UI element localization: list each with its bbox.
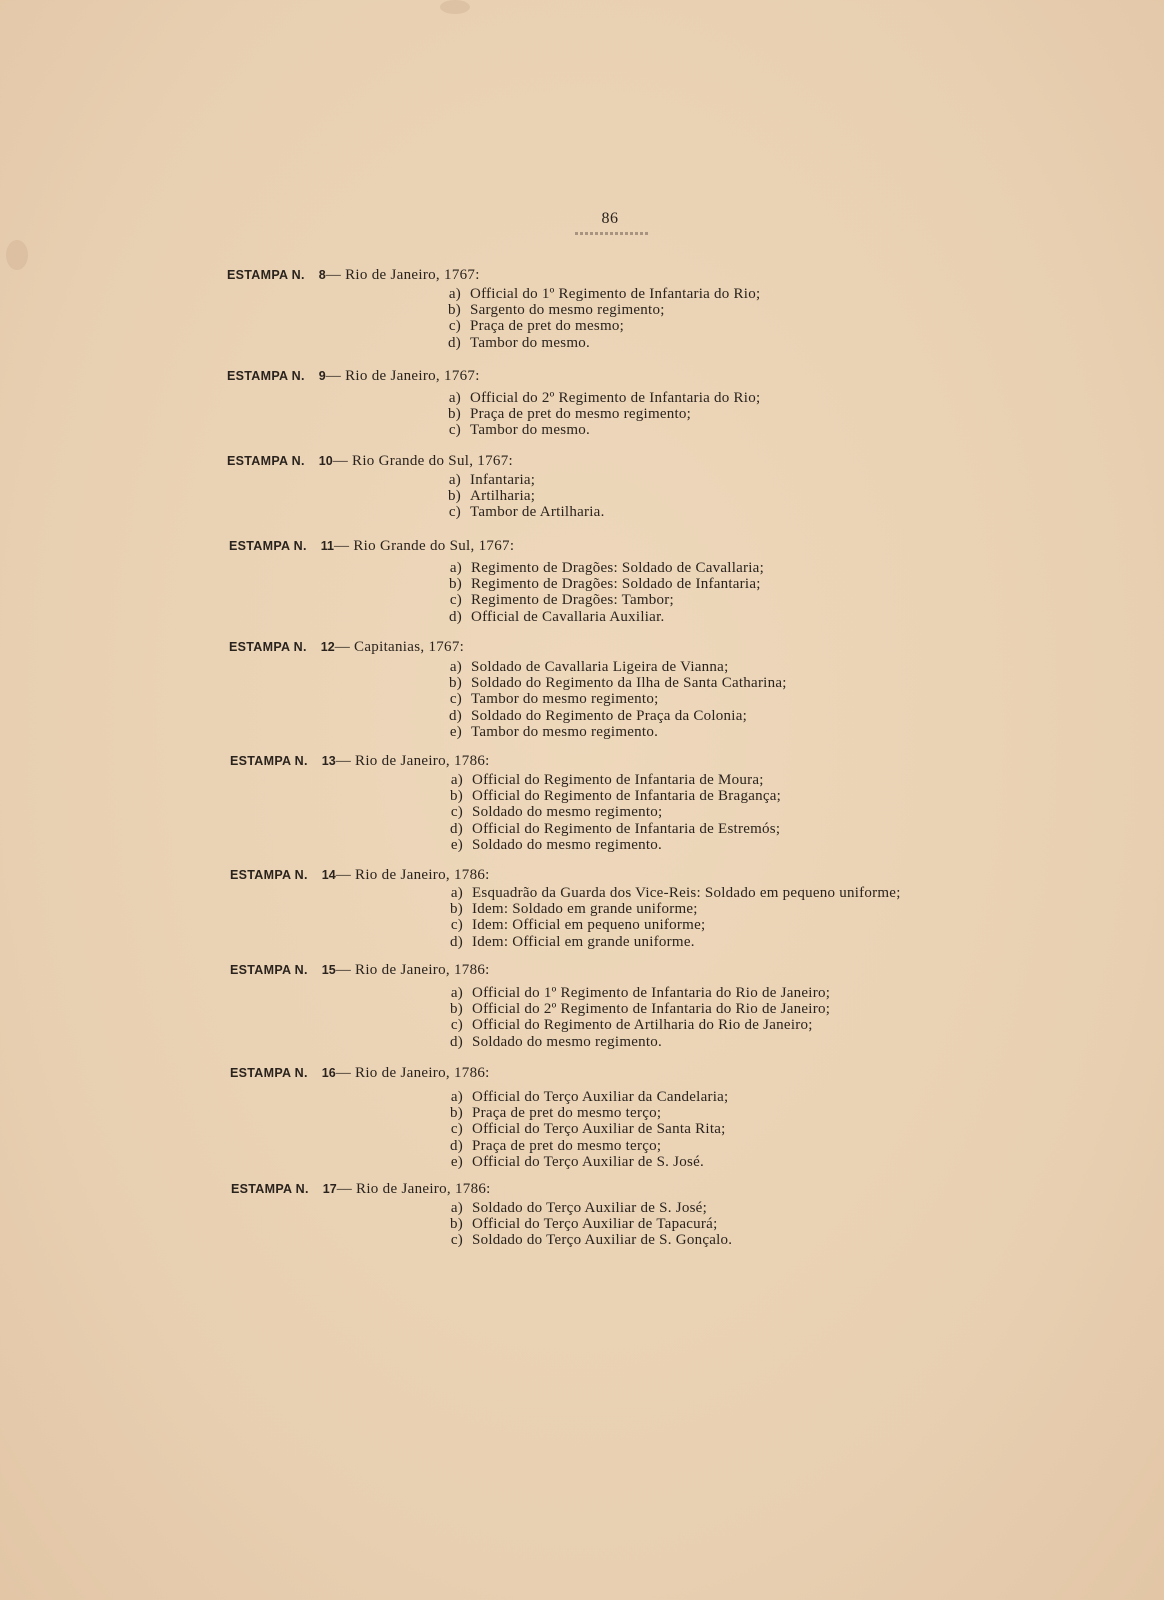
item-letter: a) (450, 772, 463, 788)
plate-prefix: ESTAMPA N. (229, 539, 307, 553)
plate-prefix: ESTAMPA N. (230, 868, 308, 882)
page-number-ornament (575, 232, 649, 235)
plate-place-date: — Rio Grande do Sul, 1767: (334, 538, 515, 554)
item-letter: d) (450, 933, 463, 950)
plate-item (431, 837, 781, 853)
plate-number: 13 (321, 754, 336, 768)
plate-item-list (431, 885, 901, 950)
plate-item (431, 917, 901, 933)
item-letter: e) (450, 836, 463, 853)
plate-prefix: ESTAMPA N. (227, 268, 305, 282)
plate-item (429, 318, 760, 334)
item-letter: c) (448, 504, 461, 521)
plate-item (430, 724, 787, 740)
plate-heading (227, 266, 480, 284)
plate-heading (231, 1180, 491, 1198)
plate-item-list (429, 390, 760, 439)
item-text: Official do Regimento de Infantaria de Bragança; (472, 788, 782, 805)
item-text: Tambor do mesmo regimento; (471, 691, 659, 708)
item-text: Regimento de Dragões: Soldado de Infantaria; (471, 576, 761, 593)
plate-item (429, 472, 605, 488)
item-text: Soldado do Terço Auxiliar de S. Gonçalo. (472, 1232, 733, 1249)
plate-prefix: ESTAMPA N. (229, 640, 307, 654)
plate-item (429, 390, 760, 406)
item-letter: a) (450, 1200, 463, 1216)
plate-item (431, 772, 781, 788)
page-number: 86 (601, 210, 619, 227)
plate-item (429, 406, 760, 422)
item-letter: b) (450, 1216, 463, 1233)
item-letter: c) (449, 592, 462, 609)
plate-item-list (431, 772, 781, 853)
item-text: Idem: Official em pequeno uniforme; (472, 917, 706, 934)
plate-item (431, 1121, 728, 1137)
plate-heading (229, 537, 514, 555)
plate-item (430, 675, 787, 691)
plate-heading (229, 638, 464, 656)
plate-item (431, 804, 781, 820)
plate-prefix: ESTAMPA N. (227, 454, 305, 468)
item-letter: a) (449, 560, 462, 576)
item-letter: b) (448, 406, 461, 423)
paper-stain (440, 0, 470, 14)
plate-item-list (431, 1089, 728, 1170)
plate-prefix: ESTAMPA N. (230, 754, 308, 768)
plate-item (431, 885, 901, 901)
plate-item (429, 504, 605, 520)
item-text: Soldado do mesmo regimento; (472, 804, 663, 821)
plate-item (431, 1216, 732, 1232)
item-text: Tambor do mesmo. (470, 422, 591, 439)
item-text: Official do Terço Auxiliar de Santa Rita; (472, 1121, 726, 1138)
item-text: Soldado de Cavallaria Ligeira de Vianna; (471, 659, 729, 675)
item-letter: c) (450, 1232, 463, 1249)
item-letter: a) (450, 885, 463, 901)
item-letter: d) (449, 608, 462, 625)
plate-item (431, 901, 901, 917)
item-letter: a) (448, 472, 461, 488)
item-text: Soldado do Regimento de Praça da Colonia; (471, 707, 748, 724)
plate-prefix: ESTAMPA N. (227, 369, 305, 383)
item-letter: e) (450, 1153, 463, 1170)
plate-heading (230, 961, 490, 979)
plate-item (429, 335, 760, 351)
item-text: Praça de pret do mesmo terço; (472, 1105, 662, 1122)
item-letter: e) (449, 723, 462, 740)
plate-number: 15 (321, 963, 336, 977)
plate-heading (230, 1064, 490, 1082)
item-text: Tambor do mesmo. (470, 334, 591, 351)
item-text: Official de Cavallaria Auxiliar. (471, 608, 665, 625)
plate-item-list (429, 286, 760, 351)
item-text: Official do Terço Auxiliar da Candelaria; (472, 1089, 729, 1105)
plate-place-date: — Rio de Janeiro, 1786: (335, 1065, 490, 1081)
plate-number: 16 (321, 1066, 336, 1080)
plate-item (430, 691, 787, 707)
plate-prefix: ESTAMPA N. (231, 1182, 309, 1196)
plate-item (431, 1200, 732, 1216)
item-text: Soldado do mesmo regimento. (472, 1033, 663, 1050)
plate-number: 12 (320, 640, 335, 654)
plate-number: 17 (322, 1182, 337, 1196)
item-letter: c) (450, 804, 463, 821)
item-letter: a) (448, 286, 461, 302)
plate-item (429, 302, 760, 318)
item-letter: a) (448, 390, 461, 406)
plate-item-list (431, 985, 830, 1050)
item-text: Soldado do mesmo regimento. (472, 836, 663, 853)
item-text: Regimento de Dragões: Soldado de Cavallaria; (471, 560, 765, 576)
item-letter: b) (450, 1001, 463, 1018)
plate-item (431, 985, 830, 1001)
plate-number: 10 (318, 454, 333, 468)
item-text: Idem: Soldado em grande uniforme; (472, 901, 698, 918)
item-text: Sargento do mesmo regimento; (470, 302, 665, 319)
item-letter: d) (449, 707, 462, 724)
item-text: Official do 1º Regimento de Infantaria do Rio de Janeiro; (472, 985, 831, 1001)
item-text: Soldado do Regimento da Ilha de Santa Catharina; (471, 675, 787, 692)
plate-item (430, 708, 787, 724)
item-letter: b) (450, 901, 463, 918)
plate-item (429, 422, 760, 438)
plate-item (430, 560, 764, 576)
plate-item (431, 1154, 728, 1170)
item-letter: d) (450, 1137, 463, 1154)
plate-prefix: ESTAMPA N. (230, 963, 308, 977)
plate-place-date: — Rio de Janeiro, 1767: (325, 267, 480, 283)
plate-place-date: — Rio Grande do Sul, 1767: (332, 453, 513, 469)
plate-heading (227, 367, 480, 385)
plate-item (431, 821, 781, 837)
plate-item (431, 1017, 830, 1033)
item-letter: d) (450, 1033, 463, 1050)
item-text: Infantaria; (470, 472, 536, 488)
plate-item (431, 1138, 728, 1154)
item-text: Official do 1º Regimento de Infantaria do Rio; (470, 286, 761, 302)
item-letter: c) (450, 1121, 463, 1138)
plate-number: 11 (320, 539, 334, 553)
plate-number: 14 (321, 868, 336, 882)
plate-item-list (430, 659, 787, 740)
item-letter: c) (450, 917, 463, 934)
plate-prefix: ESTAMPA N. (230, 1066, 308, 1080)
item-text: Soldado do Terço Auxiliar de S. José; (472, 1200, 707, 1216)
plate-heading (230, 866, 490, 884)
paper-stain (6, 240, 28, 270)
item-text: Official do Terço Auxiliar de Tapacurá; (472, 1216, 718, 1233)
plate-place-date: — Rio de Janeiro, 1786: (335, 867, 490, 883)
item-text: Artilharia; (470, 488, 536, 505)
plate-heading (227, 452, 513, 470)
plate-place-date: — Rio de Janeiro, 1767: (325, 368, 480, 384)
item-letter: b) (449, 576, 462, 593)
item-text: Official do 2º Regimento de Infantaria do Rio; (470, 390, 761, 406)
plate-item (430, 609, 764, 625)
item-letter: a) (449, 659, 462, 675)
plate-item (431, 1001, 830, 1017)
item-letter: d) (448, 334, 461, 351)
item-letter: b) (450, 1105, 463, 1122)
item-text: Praça de pret do mesmo terço; (472, 1137, 662, 1154)
item-text: Official do Regimento de Artilharia do Rio de Janeiro; (472, 1017, 813, 1034)
plate-number: 8 (318, 268, 326, 282)
item-letter: c) (450, 1017, 463, 1034)
item-letter: a) (450, 985, 463, 1001)
plate-item (429, 286, 760, 302)
item-letter: b) (448, 488, 461, 505)
item-text: Official do Regimento de Infantaria de Estremós; (472, 820, 781, 837)
item-letter: c) (448, 422, 461, 439)
item-text: Official do 2º Regimento de Infantaria do Rio de Janeiro; (472, 1001, 831, 1018)
item-letter: c) (449, 691, 462, 708)
plate-place-date: — Rio de Janeiro, 1786: (335, 753, 490, 769)
item-text: Esquadrão da Guarda dos Vice-Reis: Soldado em pequeno uniforme; (472, 885, 901, 901)
plate-place-date: — Capitanias, 1767: (334, 639, 465, 655)
plate-item (431, 934, 901, 950)
item-text: Praça de pret do mesmo; (470, 318, 625, 335)
plate-item-list (431, 1200, 732, 1249)
plate-item (431, 788, 781, 804)
item-text: Official do Regimento de Infantaria de Moura; (472, 772, 764, 788)
plate-place-date: — Rio de Janeiro, 1786: (336, 1181, 491, 1197)
item-letter: b) (450, 788, 463, 805)
plate-item (431, 1105, 728, 1121)
item-letter: c) (448, 318, 461, 335)
plate-item (430, 576, 764, 592)
item-text: Idem: Official em grande uniforme. (472, 933, 695, 950)
plate-heading (230, 752, 490, 770)
plate-item-list (430, 560, 764, 625)
item-letter: b) (449, 675, 462, 692)
item-text: Praça de pret do mesmo regimento; (470, 406, 692, 423)
item-text: Official do Terço Auxiliar de S. José. (472, 1153, 705, 1170)
item-text: Tambor de Artilharia. (470, 504, 605, 521)
item-letter: d) (450, 820, 463, 837)
item-letter: a) (450, 1089, 463, 1105)
item-text: Tambor do mesmo regimento. (471, 723, 659, 740)
plate-item (431, 1089, 728, 1105)
item-text: Regimento de Dragões: Tambor; (471, 592, 674, 609)
plate-item (430, 592, 764, 608)
plate-item-list (429, 472, 605, 521)
plate-item (431, 1034, 830, 1050)
plate-number: 9 (318, 369, 326, 383)
plate-place-date: — Rio de Janeiro, 1786: (335, 962, 490, 978)
plate-item (431, 1232, 732, 1248)
item-letter: b) (448, 302, 461, 319)
plate-item (430, 659, 787, 675)
plate-item (429, 488, 605, 504)
